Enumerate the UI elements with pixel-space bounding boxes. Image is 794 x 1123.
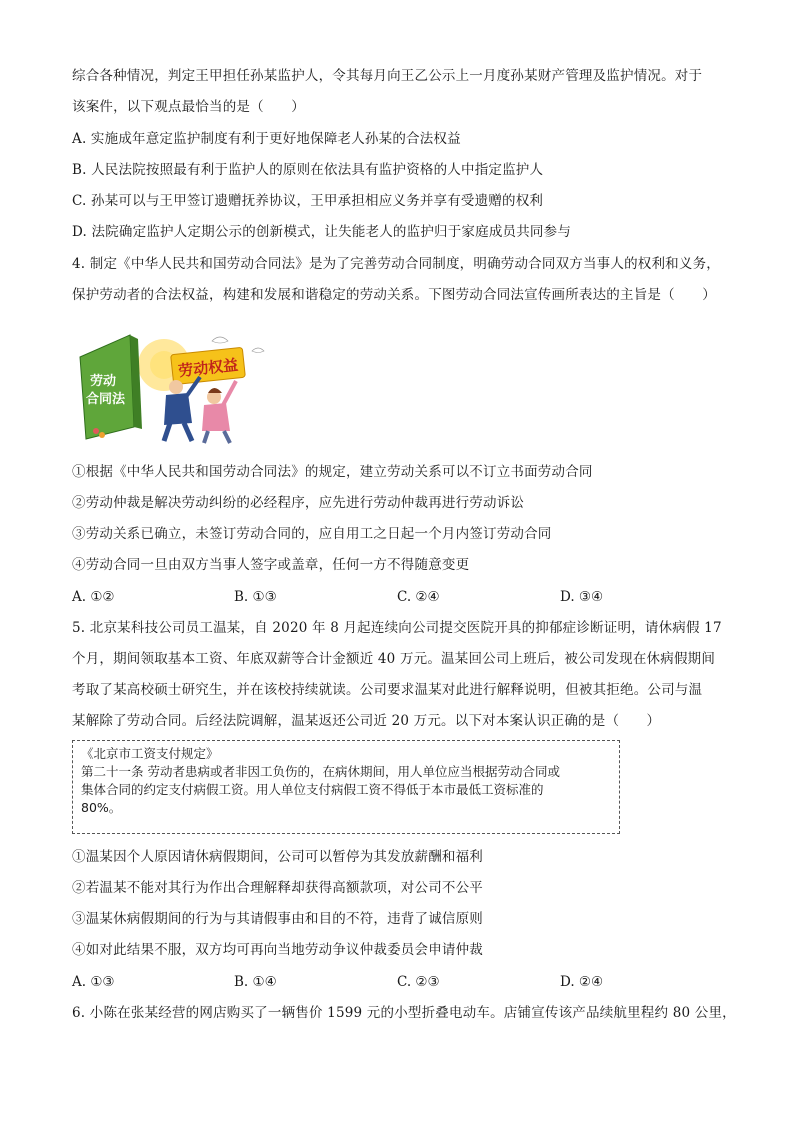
question-5-stem: 某解除了劳动合同。后经法院调解，温某返还公司近 20 万元。以下对本案认识正确的是（ ） <box>72 713 661 729</box>
statement-3: ③劳动关系已确立，未签订劳动合同的，应自用工之日起一个月内签订劳动合同 <box>72 526 552 542</box>
q4-option-d: D. ③④ <box>560 589 604 605</box>
statement-1: ①根据《中华人民共和国劳动合同法》的规定，建立劳动关系可以不订立书面劳动合同 <box>72 464 593 480</box>
law-text: 集体合同的约定支付病假工资。用人单位支付病假工资不得低于本市最低工资标准的 <box>81 782 544 797</box>
question-5-stem: 个月，期间领取基本工资、年底双薪等合计金额近 40 万元。温某回公司上班后，被公司发现在休病假期间 <box>72 651 716 667</box>
statement-4: ④如对此结果不服，双方均可再向当地劳动争议仲裁委员会申请仲裁 <box>72 942 483 958</box>
question-5-stem: 考取了某高校硕士研究生，并在该校持续就读。公司要求温某对此进行解释说明，但被其拒绝。公司与温 <box>72 682 703 698</box>
poster-book-text: 劳动 <box>90 374 117 389</box>
option-b: B. 人民法院按照最有利于监护人的原则在依法具有监护资格的人中指定监护人 <box>72 162 544 178</box>
law-text: 第二十一条 劳动者患病或者非因工负伤的，在病休期间，用人单位应当根据劳动合同或 <box>81 764 560 779</box>
law-title: 《北京市工资支付规定》 <box>81 746 219 761</box>
q4-option-a: A. ①② <box>72 589 115 605</box>
statement-1: ①温某因个人原因请休病假期间，公司可以暂停为其发放薪酬和福利 <box>72 849 483 865</box>
poster-sign-text: 劳动权益 <box>177 355 240 381</box>
law-text: 80%。 <box>81 800 122 815</box>
law-excerpt-box <box>72 740 620 834</box>
question-4-stem: 保护劳动者的合法权益，构建和发展和谐稳定的劳动关系。下图劳动合同法宣传画所表达的主旨是（ ） <box>72 287 716 303</box>
option-c: C. 孙某可以与王甲签订遗赠抚养协议，王甲承担相应义务并享有受遗赠的权利 <box>72 193 544 209</box>
q4-option-c: C. ②④ <box>397 589 440 605</box>
q4-option-b: B. ①③ <box>234 589 277 605</box>
statement-2: ②若温某不能对其行为作出合理解释却获得高额款项，对公司不公平 <box>72 880 483 896</box>
question-5-stem: 5. 北京某科技公司员工温某，自 2020 年 8 月起连续向公司提交医院开具的抑郁症诊断证明，请休病假 17 <box>72 620 722 636</box>
statement-4: ④劳动合同一旦由双方当事人签字或盖章，任何一方不得随意变更 <box>72 557 470 573</box>
question-4-stem: 4. 制定《中华人民共和国劳动合同法》是为了完善劳动合同制度，明确劳动合同双方当事人的权利和义务， <box>72 256 720 272</box>
labor-law-poster-illustration <box>72 327 272 445</box>
text-line: 综合各种情况，判定王甲担任孙某监护人，令其每月向王乙公示上一月度孙某财产管理及监护情况。对于 <box>72 68 703 84</box>
text-line: 该案件，以下观点最恰当的是（ ） <box>72 99 305 115</box>
q5-option-b: B. ①④ <box>234 974 277 990</box>
q5-option-a: A. ①③ <box>72 974 115 990</box>
statement-3: ③温某休病假期间的行为与其请假事由和目的不符，违背了诚信原则 <box>72 911 483 927</box>
question-6-stem: 6. 小陈在张某经营的网店购买了一辆售价 1599 元的小型折叠电动车。店铺宣传该产品续航里程约 80 公里， <box>72 1005 736 1021</box>
option-a: A. 实施成年意定监护制度有利于更好地保障老人孙某的合法权益 <box>72 131 461 147</box>
q5-option-c: C. ②③ <box>397 974 440 990</box>
poster-book-text: 合同法 <box>86 392 126 407</box>
statement-2: ②劳动仲裁是解决劳动纠纷的必经程序，应先进行劳动仲裁再进行劳动诉讼 <box>72 495 525 511</box>
option-d: D. 法院确定监护人定期公示的创新模式，让失能老人的监护归于家庭成员共同参与 <box>72 224 572 240</box>
q5-option-d: D. ②④ <box>560 974 604 990</box>
